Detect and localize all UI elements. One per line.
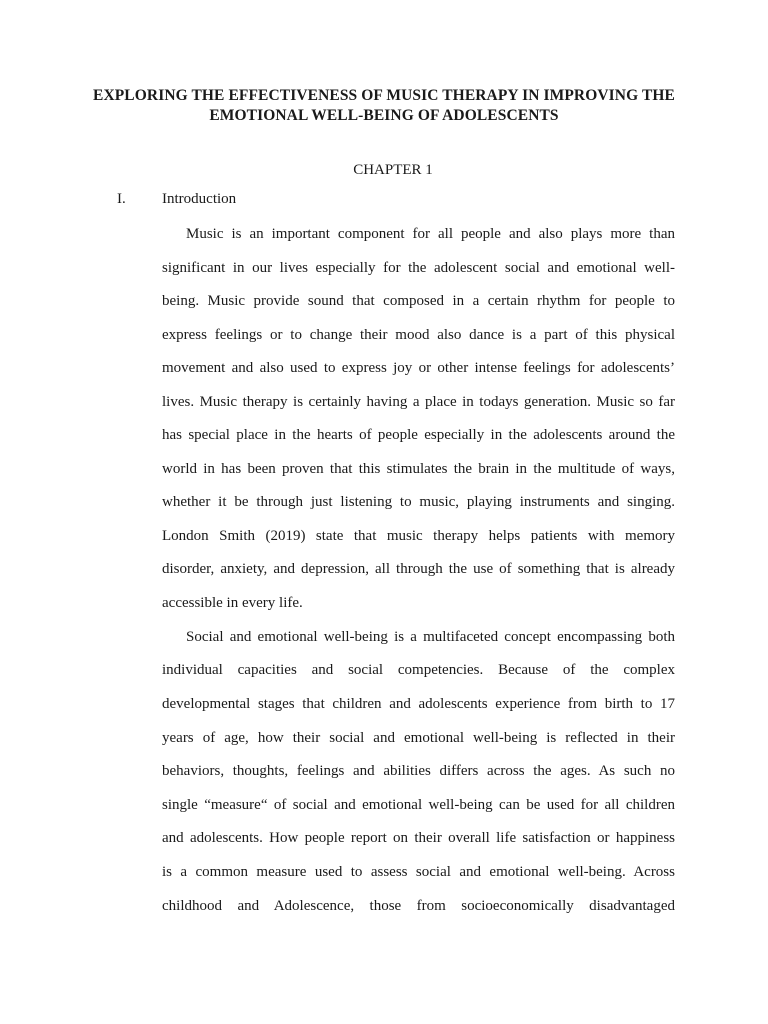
section-title: Introduction: [162, 191, 237, 207]
paragraph-line: is a common measure used to assess social and emotional well-being. Across: [162, 864, 675, 880]
paragraph-line: Music is an important component for all people and also plays more than: [186, 226, 675, 242]
paragraph-line: years of age, how their social and emotional well-being is reflected in their: [162, 730, 675, 746]
paragraph-line: movement and also used to express joy or other intense feelings for adolescents’: [162, 360, 675, 376]
paragraph-line: behaviors, thoughts, feelings and abilities differs across the ages. As such no: [162, 763, 675, 779]
paragraph-line: significant in our lives especially for the adolescent social and emotional well-: [162, 260, 675, 276]
paragraph-line: London Smith (2019) state that music therapy helps patients with memory: [162, 528, 675, 544]
chapter-heading: CHAPTER 1: [353, 162, 433, 178]
section-number: I.: [117, 191, 126, 207]
paragraph-line: single “measure“ of social and emotional well-being can be used for all children: [162, 797, 675, 813]
document-title: [60, 86, 708, 126]
paragraph-line: Social and emotional well-being is a multifaceted concept encompassing both: [186, 629, 675, 645]
paragraph-line: express feelings or to change their mood also dance is a part of this physical: [162, 327, 675, 343]
paragraph-line: accessible in every life.: [162, 595, 303, 611]
paragraph-line: developmental stages that children and adolescents experience from birth to 17: [162, 696, 675, 712]
paragraph-line: world in has been proven that this stimulates the brain in the multitude of ways,: [162, 461, 675, 477]
paragraph-line: lives. Music therapy is certainly having a place in todays generation. Music so far: [162, 394, 675, 410]
paragraph-line: being. Music provide sound that composed in a certain rhythm for people to: [162, 293, 675, 309]
paragraph-line: whether it be through just listening to music, playing instruments and singing.: [162, 494, 675, 510]
title-line-1: EXPLORING THE EFFECTIVENESS OF MUSIC THERAPY IN IMPROVING THE: [93, 87, 675, 104]
paragraph-line: disorder, anxiety, and depression, all through the use of something that is already: [162, 561, 675, 577]
paragraph-line: individual capacities and social competencies. Because of the complex: [162, 662, 675, 678]
paragraph-line: and adolescents. How people report on their overall life satisfaction or happiness: [162, 830, 675, 846]
paragraph-line: has special place in the hearts of people especially in the adolescents around the: [162, 427, 675, 443]
paragraph-line: childhood and Adolescence, those from socioeconomically disadvantaged: [162, 898, 675, 914]
title-line-2: EMOTIONAL WELL-BEING OF ADOLESCENTS: [209, 107, 559, 124]
